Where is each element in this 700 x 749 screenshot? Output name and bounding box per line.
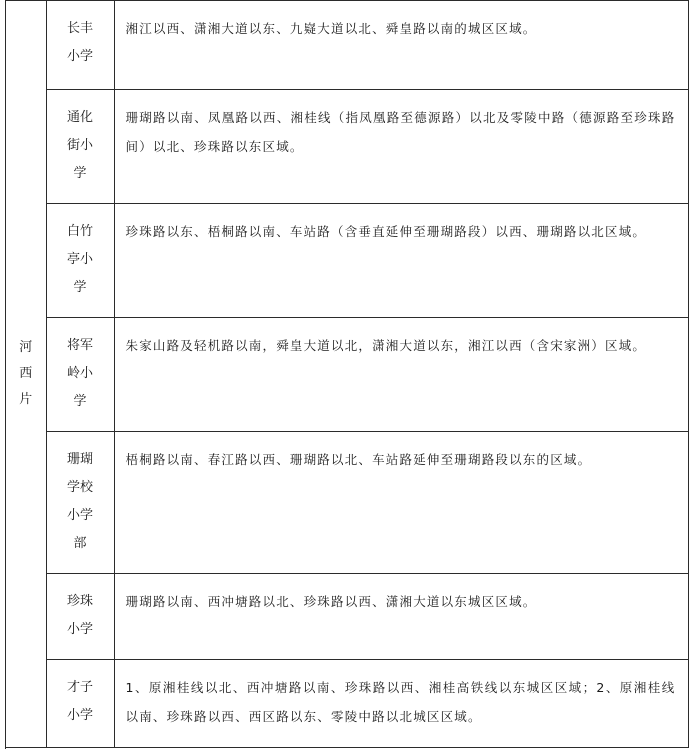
- school-name: 才子小学: [66, 680, 93, 723]
- school-cell: [46, 318, 114, 432]
- area-cell: [114, 432, 688, 574]
- area-cell: [114, 1, 688, 90]
- school-cell: [46, 204, 114, 318]
- school-zone-sheet: [6, 0, 688, 749]
- area-description: 1、原湘桂线以北、西冲塘路以南、珍珠路以西、湘桂高铁线以东城区区域；2、原湘桂线以南、珍珠路以西、西区路以东、零陵中路以北城区区域。: [125, 680, 676, 724]
- area-cell: [114, 318, 688, 432]
- area-cell: [114, 574, 688, 660]
- area-cell: [114, 660, 688, 748]
- area-description: 湘江以西、潇湘大道以东、九嶷大道以北、舜皇路以南的城区区域。: [125, 21, 537, 36]
- school-cell: [46, 660, 114, 748]
- school-cell: [46, 574, 114, 660]
- table-row: [6, 432, 688, 574]
- table-row: [6, 574, 688, 660]
- area-description: 梧桐路以南、春江路以西、珊瑚路以北、车站路延伸至珊瑚路段以东的区域。: [125, 452, 592, 467]
- school-cell: [46, 90, 114, 204]
- area-description: 珍珠路以东、梧桐路以南、车站路（含垂直延伸至珊瑚路段）以西、珊瑚路以北区域。: [125, 224, 647, 239]
- school-name: 珊瑚学校小学部: [66, 452, 93, 551]
- table-row: [6, 90, 688, 204]
- school-cell: [46, 1, 114, 90]
- table-row: [6, 1, 688, 90]
- area-description: 珊瑚路以南、西冲塘路以北、珍珠路以西、潇湘大道以东城区区域。: [125, 594, 537, 609]
- school-cell: [46, 432, 114, 574]
- school-name: 通化街小学: [66, 110, 93, 181]
- school-name: 白竹亭小学: [66, 224, 93, 295]
- school-name: 珍珠小学: [66, 594, 93, 637]
- table-row: [6, 660, 688, 748]
- district-cell: [6, 1, 46, 748]
- school-zone-table: [6, 0, 689, 748]
- area-cell: [114, 204, 688, 318]
- area-cell: [114, 90, 688, 204]
- school-name: 长丰小学: [66, 21, 93, 64]
- area-description: 朱家山路及轻机路以南，舜皇大道以北，潇湘大道以东，湘江以西（含宋家洲）区域。: [125, 338, 647, 353]
- table-row: [6, 318, 688, 432]
- district-label: 河西片: [19, 340, 33, 407]
- area-description: 珊瑚路以南、凤凰路以西、湘桂线（指凤凰路至德源路）以北及零陵中路（德源路至珍珠路间）以北、珍珠路以东区域。: [125, 110, 676, 154]
- school-name: 将军岭小学: [66, 338, 93, 409]
- table-row: [6, 204, 688, 318]
